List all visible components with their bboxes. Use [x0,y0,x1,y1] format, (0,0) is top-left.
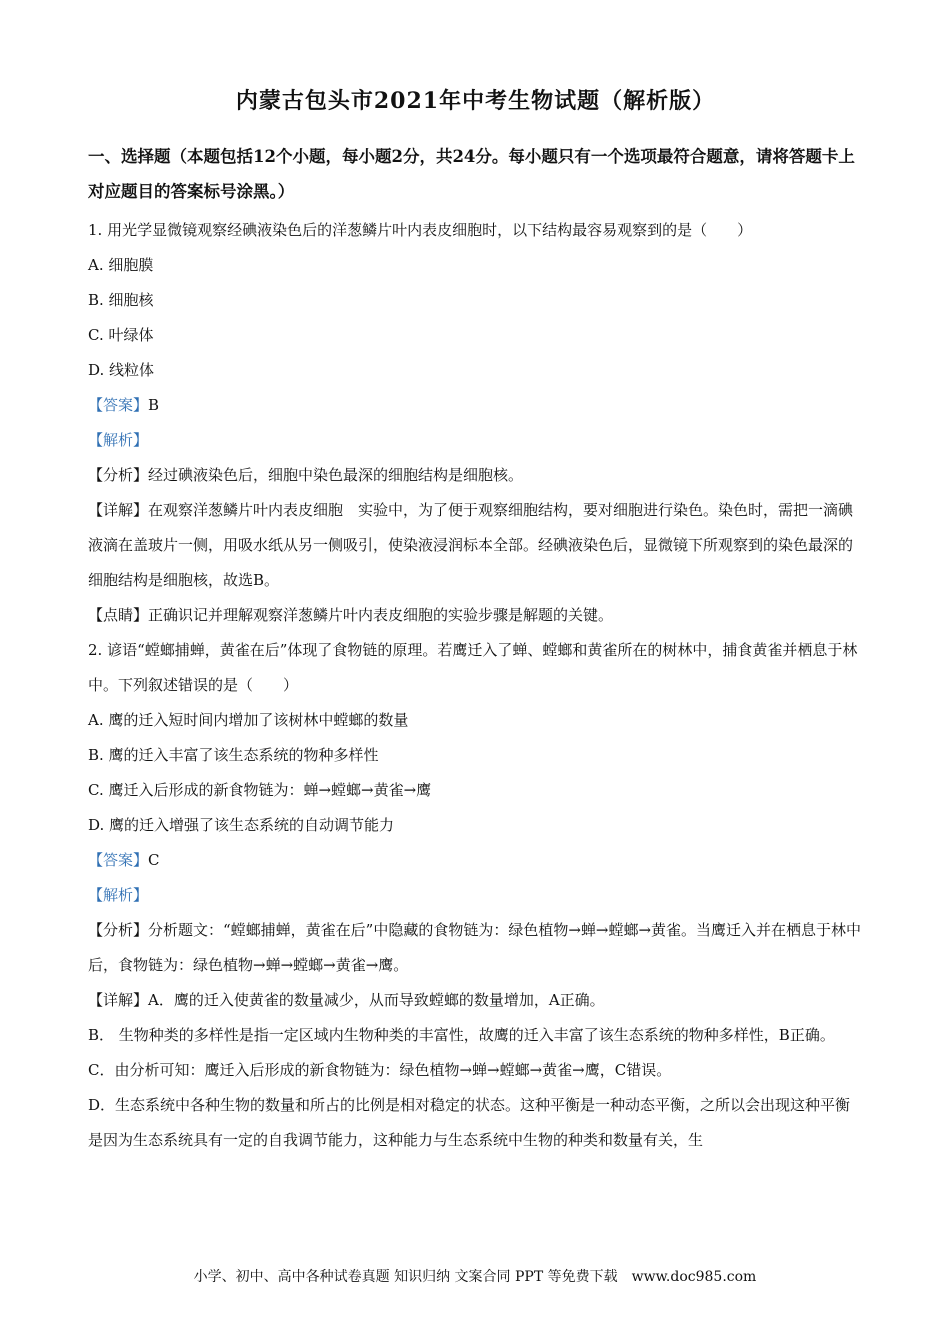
comment-tag: 【点睛】 [88,606,149,624]
detail-text: 在观察洋葱鳞片叶内表皮细胞 实验中，为了便于观察细胞结构，要对细胞进行染色。染色时，需把一滴碘液滴在盖玻片一侧，用吸水纸从另一侧吸引，使染液浸润标本全部。经碘液染色后，显微镜下所观察到的染色最深的细胞结构是细胞核，故选B。 [88,501,854,589]
detail-b-line: B． 生物种类的多样性是指一定区域内生物种类的丰富性，故鹰的迁入丰富了该生态系统的物种多样性，B正确。 [88,1026,835,1044]
answer-tag: 【答案】 [88,396,149,414]
comment-text: 正确识记并理解观察洋葱鳞片叶内表皮细胞的实验步骤是解题的关键。 [148,606,614,624]
fenxi-text: 经过碘液染色后，细胞中染色最深的细胞结构是细胞核。 [148,466,524,484]
question-1 [88,213,863,633]
comment-line [88,598,863,633]
detail-c-line: C．由分析可知：鹰迁入后形成的新食物链为：绿色植物→蝉→螳螂→黄雀→鹰，C错误。 [88,1061,672,1079]
option-a: A. 细胞膜 [88,256,154,274]
option-a: A. 鹰的迁入短时间内增加了该树林中螳螂的数量 [88,711,409,729]
detail-tag: 【详解】 [88,991,149,1009]
option-d: D. 线粒体 [88,361,155,379]
detail-a-text: A．鹰的迁入使黄雀的数量减少，从而导致螳螂的数量增加，A正确。 [148,991,605,1009]
question-stem: 2. 谚语“螳螂捕蝉，黄雀在后”体现了食物链的原理。若鹰迁入了蝉、螳螂和黄雀所在的树林中，捕食黄雀并栖息于林中。下列叙述错误的是（ ） [88,641,858,694]
detail-line [88,983,863,1018]
page-title: 内蒙古包头市2021年中考生物试题（解析版） [235,88,716,114]
option-c: C. 鹰迁入后形成的新食物链为：蝉→螳螂→黄雀→鹰 [88,781,432,799]
detail-tag: 【详解】 [88,501,149,519]
analysis-heading [88,878,863,913]
question-stem: 1. 用光学显微镜观察经碘液染色后的洋葱鳞片叶内表皮细胞时，以下结构最容易观察到的是（ ） [88,221,753,239]
page-footer: 小学、初中、高中各种试卷真题 知识归纳 文案合同 PPT 等免费下载 www.doc985.com [193,1269,757,1285]
option-d: D. 鹰的迁入增强了该生态系统的自动调节能力 [88,816,395,834]
document-page [88,84,863,1158]
answer-value: C [148,851,160,869]
answer-tag: 【答案】 [88,851,149,869]
analysis-heading [88,423,863,458]
section-heading: 一、选择题（本题包括12个小题，每小题2分，共24分。每小题只有一个选项最符合题意，请将答题卡上对应题目的答案标号涂黑。） [88,147,855,201]
analysis-tag: 【解析】 [88,431,149,449]
detail-d-line: D．生态系统中各种生物的数量和所占的比例是相对稳定的状态。这种平衡是一种动态平衡，之所以会出现这种平衡是因为生态系统具有一定的自我调节能力，这种能力与生态系统中生物的种类和数量有关，生 [88,1096,851,1149]
option-b: B. 鹰的迁入丰富了该生态系统的物种多样性 [88,746,379,764]
analysis-line [88,913,863,983]
answer-value: B [148,396,160,414]
answer-line [88,388,863,423]
question-2 [88,633,863,1158]
fenxi-text: 分析题文：“螳螂捕蝉，黄雀在后”中隐藏的食物链为：绿色植物→蝉→螳螂→黄雀。当鹰迁入并在栖息于林中后，食物链为：绿色植物→蝉→螳螂→黄雀→鹰。 [88,921,862,974]
detail-line [88,493,863,598]
analysis-line [88,458,863,493]
fenxi-tag: 【分析】 [88,466,149,484]
option-b: B. 细胞核 [88,291,154,309]
answer-line [88,843,863,878]
fenxi-tag: 【分析】 [88,921,149,939]
analysis-tag: 【解析】 [88,886,149,904]
option-c: C. 叶绿体 [88,326,154,344]
